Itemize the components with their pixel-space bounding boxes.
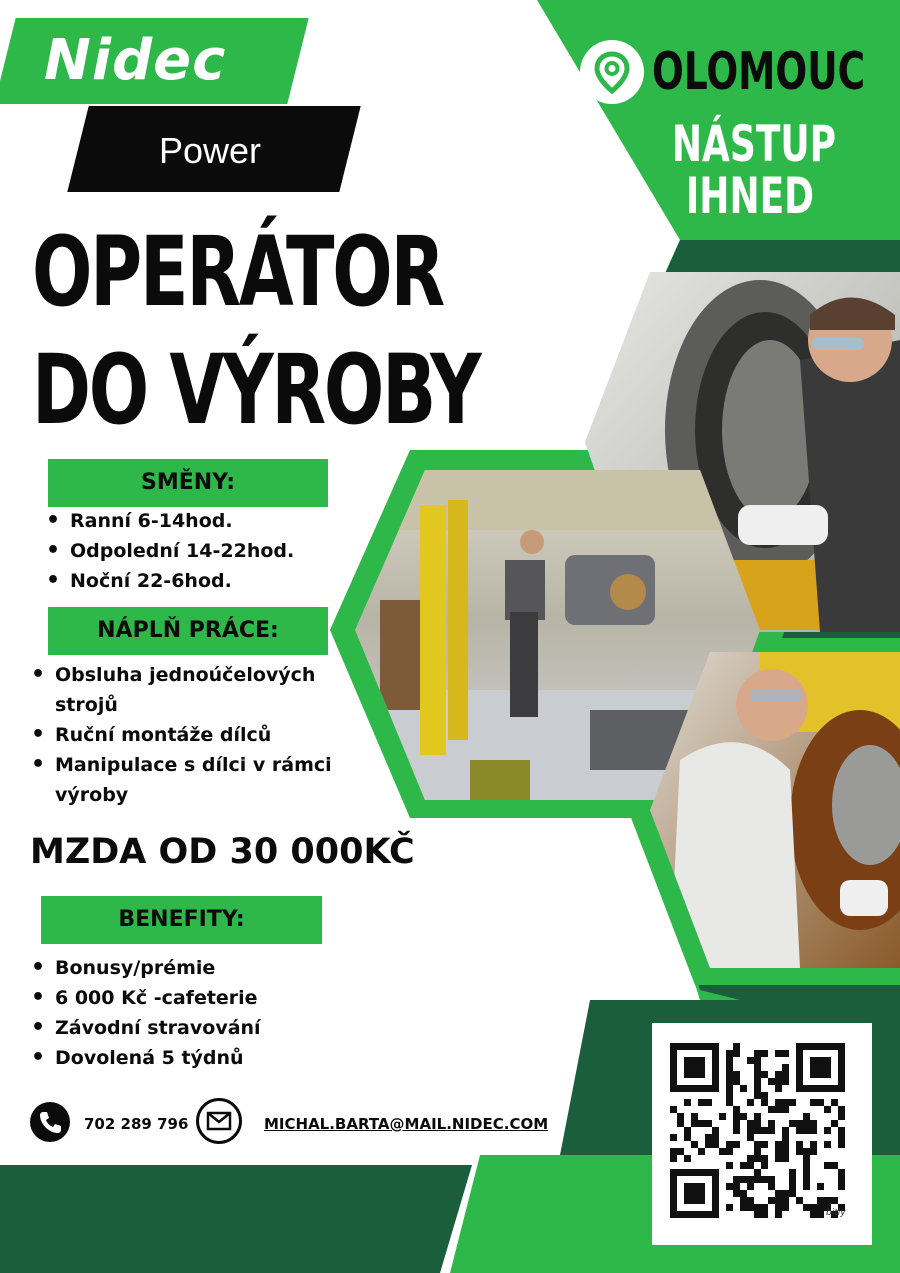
duty-item: • Manipulace s dílci v rámci výroby (29, 750, 359, 810)
duties-list (29, 660, 359, 810)
benefit-item: • Závodní stravování (29, 1013, 359, 1043)
wage-heading: MZDA OD 30 000KČ (30, 832, 415, 872)
benefit-item: • Bonusy/prémie (29, 953, 359, 983)
headline-line-1: OPERÁTOR (32, 216, 443, 328)
location-pin-icon (580, 40, 644, 104)
shift-item: • Ranní 6-14hod. (44, 506, 344, 536)
duty-item: • Ruční montáže dílců (29, 720, 359, 750)
shifts-title: SMĚNY: (48, 459, 328, 507)
shift-item: • Noční 22-6hod. (44, 566, 344, 596)
duties-title: NÁPLŇ PRÁCE: (48, 607, 328, 655)
division-badge: Power (158, 130, 262, 171)
city-name: OLOMOUC (652, 42, 866, 102)
benefit-item: • 6 000 Kč -cafeterie (29, 983, 359, 1013)
phone-icon (30, 1102, 70, 1142)
benefit-item: • Dovolená 5 týdnů (29, 1043, 359, 1073)
start-line-2: IHNED (685, 167, 815, 225)
shifts-list (44, 506, 344, 596)
shift-item: • Odpolední 14-22hod. (44, 536, 344, 566)
start-line-1: NÁSTUP (671, 115, 836, 173)
phone-number[interactable]: 702 289 796 (84, 1115, 189, 1133)
qr-caption: bitly (826, 1208, 846, 1218)
envelope-icon (196, 1098, 242, 1144)
brand-logo: Nidec (44, 28, 227, 93)
benefits-title: BENEFITY: (41, 896, 322, 944)
bottom-dark-band (0, 1165, 472, 1273)
benefits-list (29, 953, 359, 1073)
duty-item: • Obsluha jednoúčelových strojů (29, 660, 359, 720)
headline-line-2: DO VÝROBY (32, 334, 480, 446)
email-link[interactable]: MICHAL.BARTA@MAIL.NIDEC.COM (264, 1115, 549, 1133)
